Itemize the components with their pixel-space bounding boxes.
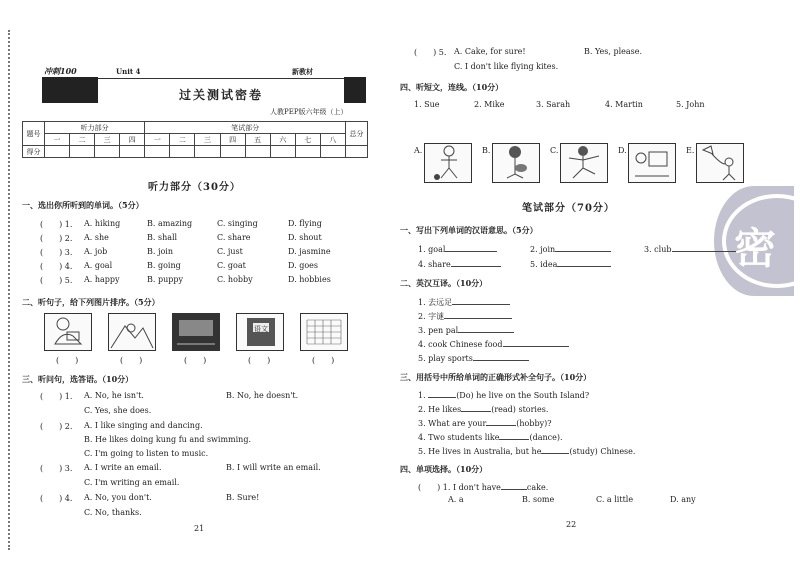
w4-q1 — [418, 481, 696, 504]
option-a: A. Cake, for sure! — [454, 47, 526, 56]
q2-answer-paren[interactable]: ( ) — [248, 356, 271, 365]
writing-section-title: 笔试部分（70分） — [522, 203, 615, 214]
q1-row — [40, 247, 331, 258]
option-c: C. No, thanks. — [84, 508, 142, 517]
q4-heading: 四、听短文，连线。（10分） — [400, 82, 504, 92]
w2-item — [418, 296, 510, 308]
q1-row — [40, 261, 318, 272]
q4-letter: A. — [414, 146, 423, 155]
w1-word: 1. goal — [418, 245, 446, 254]
option-c: C. I'm writing an email. — [84, 478, 180, 487]
q-num: 1. — [64, 220, 73, 229]
q3-heading: 三、听问句，选答语。（10分） — [22, 374, 134, 384]
option-a: A. she — [84, 233, 109, 242]
option-a: A. I write an email. — [84, 463, 162, 472]
answer-blank[interactable] — [541, 445, 569, 454]
score-write-num: 七 — [295, 134, 320, 146]
picture-computer[interactable] — [628, 143, 676, 183]
w4-stem: 1. I don't have — [442, 483, 501, 492]
option-c: C. hobby — [217, 275, 253, 284]
page-title: 过关测试密卷 — [178, 88, 263, 102]
w1-item — [418, 243, 497, 254]
q4-letter: E. — [686, 146, 695, 155]
answer-blank[interactable] — [461, 403, 491, 412]
series-label: 新教材 — [292, 67, 313, 76]
score-cell[interactable] — [195, 146, 220, 158]
book-cover-text: 语文 — [254, 325, 268, 333]
listening-section-title: 听力部分（30分） — [148, 182, 241, 193]
w3-item — [418, 403, 548, 414]
score-cell[interactable] — [270, 146, 295, 158]
picture-hiking — [108, 313, 156, 351]
w1-word: 3. club — [644, 245, 672, 254]
answer-paren[interactable]: ( ) — [40, 392, 63, 401]
score-cell[interactable] — [70, 146, 95, 158]
w3-heading: 三、用括号中所给单词的正确形式补全句子。（10分） — [400, 372, 592, 382]
w2-item — [418, 352, 529, 363]
w3-item — [418, 417, 552, 428]
score-col-qnum: 题号 — [23, 122, 45, 146]
brand: 冲刺100 — [44, 66, 77, 76]
answer-blank[interactable] — [499, 431, 529, 440]
w1-word: 5. idea — [530, 260, 558, 269]
option-b: B. join — [147, 247, 173, 256]
answer-blank[interactable] — [486, 417, 516, 426]
q2-answer-paren[interactable]: ( ) — [56, 356, 79, 365]
answer-paren[interactable]: ( ) — [40, 276, 63, 285]
w2-item — [418, 310, 512, 322]
q-num: 5. — [438, 48, 447, 57]
score-write-num: 一 — [145, 134, 170, 146]
answer-blank[interactable] — [555, 243, 611, 252]
q2-heading: 二、听句子，给下列图片排序。（5分） — [22, 297, 160, 307]
q1-row — [40, 233, 322, 244]
w2-prompt: 1. 去远足 — [418, 298, 453, 307]
q4-name[interactable]: 3. Sarah — [536, 100, 571, 109]
q4-name[interactable]: 1. Sue — [414, 100, 440, 109]
w2-heading: 二、英汉互译。（10分） — [400, 278, 488, 288]
score-cell[interactable] — [45, 146, 70, 158]
w1-heading: 一、写出下列单词的汉语意思。（5分） — [400, 225, 538, 235]
option-b: B. No, he doesn't. — [226, 391, 299, 400]
score-write-num: 五 — [245, 134, 270, 146]
answer-blank[interactable] — [452, 296, 510, 305]
picture-playing-guitar[interactable] — [492, 143, 540, 183]
title-bar-left — [42, 77, 98, 103]
w3-stem-end: (hobby)? — [516, 419, 552, 428]
option-c: C. share — [217, 233, 251, 242]
w1-word: 4. share — [418, 260, 451, 269]
picture-reading-girl — [44, 313, 92, 351]
picture-cinema — [172, 313, 220, 351]
binding-holes — [8, 30, 11, 550]
score-write-num: 二 — [170, 134, 195, 146]
title-bar-right — [344, 77, 366, 103]
score-listen-num: 一 — [45, 134, 70, 146]
option-a: A. No, he isn't. — [84, 391, 144, 400]
option-c: C. I don't like flying kites. — [454, 62, 559, 71]
answer-paren[interactable]: ( ) — [40, 494, 63, 503]
q4-name[interactable]: 2. Mike — [474, 100, 505, 109]
w4-heading: 四、单项选择。（10分） — [400, 464, 488, 474]
q-num: 1. — [64, 392, 73, 401]
score-col-listen: 听力部分 — [45, 122, 145, 134]
option-a: A. happy — [84, 275, 120, 284]
q-num: 4. — [64, 494, 73, 503]
w3-stem: 1. — [418, 391, 429, 400]
option-b: B. I will write an email. — [226, 463, 321, 472]
w3-item — [418, 445, 635, 456]
answer-paren[interactable]: ( ) — [40, 234, 63, 243]
answer-blank[interactable] — [473, 352, 529, 361]
w2-prompt: 2. 字谜 — [418, 312, 445, 321]
option-b: B. amazing — [147, 219, 193, 228]
w2-prompt: 5. play sports — [418, 354, 473, 363]
score-cell[interactable] — [245, 146, 270, 158]
option-c: C. a little — [596, 495, 634, 504]
answer-blank[interactable] — [445, 243, 497, 252]
answer-blank[interactable] — [444, 310, 512, 319]
q1-heading: 一、选出你所听到的单词。（5分） — [22, 200, 144, 210]
w1-item — [644, 243, 736, 254]
score-cell[interactable] — [170, 146, 195, 158]
option-b: B. He likes doing kung fu and swimming. — [84, 435, 251, 444]
answer-blank[interactable] — [672, 243, 736, 252]
title-rule — [98, 78, 344, 79]
q3-item — [40, 493, 260, 517]
q-num: 4. — [64, 262, 73, 271]
answer-blank[interactable] — [557, 258, 611, 267]
edition-label: 人教PEP版六年级（上） — [270, 108, 348, 116]
option-b: B. Sure! — [226, 493, 260, 502]
q4-letter: B. — [482, 146, 491, 155]
score-listen-num: 二 — [70, 134, 95, 146]
q4-letter: D. — [618, 146, 627, 155]
q2-answer-paren[interactable]: ( ) — [312, 356, 335, 365]
page-number-right: 22 — [566, 520, 577, 529]
score-write-num: 八 — [320, 134, 345, 146]
score-listen-num: 三 — [95, 134, 120, 146]
stamp-text: 密 — [734, 224, 777, 273]
answer-paren[interactable]: ( ) — [40, 262, 63, 271]
page-number-left: 21 — [194, 524, 205, 533]
option-d: D. any — [670, 495, 696, 504]
option-a: A. No, you don't. — [84, 493, 152, 502]
option-b: B. puppy — [147, 275, 183, 284]
q1-row — [40, 219, 322, 230]
q2-answer-paren[interactable]: ( ) — [120, 356, 143, 365]
option-d: D. shout — [288, 233, 322, 242]
w3-stem: 4. Two students like — [418, 433, 500, 442]
score-write-num: 四 — [220, 134, 245, 146]
confidential-stamp — [714, 186, 794, 296]
score-write-num: 六 — [270, 134, 295, 146]
option-a: A. goal — [84, 261, 113, 270]
option-c: C. I'm going to listen to music. — [84, 449, 209, 458]
w3-stem: 3. What are your — [418, 419, 487, 428]
option-d: D. flying — [288, 219, 322, 228]
option-a: A. job — [84, 247, 108, 256]
option-b: B. some — [522, 495, 555, 504]
option-b: B. Yes, please. — [584, 47, 643, 56]
w3-item — [418, 389, 589, 400]
option-b: B. shall — [147, 233, 178, 242]
score-cell[interactable] — [320, 146, 345, 158]
q4-letter: C. — [550, 146, 559, 155]
score-row-label: 得分 — [23, 146, 45, 158]
picture-kung-fu[interactable] — [560, 143, 608, 183]
w2-prompt: 4. cook Chinese food — [418, 340, 503, 349]
option-d: D. jasmine — [288, 247, 331, 256]
option-a: A. a — [448, 495, 464, 504]
w3-item — [418, 431, 563, 442]
score-write-num: 三 — [195, 134, 220, 146]
option-b: B. going — [147, 261, 181, 270]
score-cell[interactable] — [220, 146, 245, 158]
w2-item — [418, 338, 569, 349]
score-col-write: 笔试部分 — [145, 122, 346, 134]
answer-paren[interactable]: ( ) — [40, 220, 63, 229]
w1-item — [418, 258, 501, 269]
option-c: C. Yes, she does. — [84, 406, 152, 415]
answer-blank[interactable] — [458, 324, 514, 333]
picture-flying-kite[interactable] — [696, 143, 744, 183]
option-c: C. just — [217, 247, 243, 256]
answer-blank[interactable] — [428, 389, 456, 398]
answer-paren[interactable]: ( ) — [40, 248, 63, 257]
option-d: D. goes — [288, 261, 318, 270]
q3-item-5 — [414, 47, 643, 71]
q4-name[interactable]: 5. John — [676, 100, 705, 109]
w3-stem-end: (study) Chinese. — [569, 447, 636, 456]
w2-prompt: 3. pen pal — [418, 326, 459, 335]
score-cell[interactable] — [145, 146, 170, 158]
w1-item — [530, 243, 611, 254]
w3-stem: 2. He likes — [418, 405, 462, 414]
answer-blank — [501, 481, 527, 490]
score-cell[interactable] — [120, 146, 145, 158]
q1-row — [40, 275, 331, 286]
q3-item — [40, 391, 299, 415]
q3-item — [40, 421, 251, 458]
option-c: C. singing — [217, 219, 258, 228]
option-c: C. goat — [217, 261, 246, 270]
score-cell[interactable] — [295, 146, 320, 158]
picture-playing-football[interactable] — [424, 143, 472, 183]
unit-label: Unit 4 — [116, 67, 141, 76]
score-cell[interactable] — [346, 146, 368, 158]
q2-answer-paren[interactable]: ( ) — [184, 356, 207, 365]
option-a: A. hiking — [84, 219, 121, 228]
score-listen-num: 四 — [120, 134, 145, 146]
q-num: 2. — [64, 422, 73, 431]
w3-stem: 5. He lives in Australia, but he — [418, 447, 542, 456]
q-num: 3. — [64, 248, 73, 257]
w3-stem-end: (read) stories. — [491, 405, 549, 414]
q-num: 5. — [64, 276, 73, 285]
answer-paren[interactable]: ( ) — [414, 48, 437, 57]
answer-paren[interactable]: ( ) — [418, 483, 441, 492]
picture-chinese-book — [236, 313, 284, 351]
q4-name[interactable]: 4. Martin — [605, 100, 643, 109]
answer-blank[interactable] — [451, 258, 501, 267]
w3-stem-end: (Do) he live on the South Island? — [456, 391, 590, 400]
w3-stem-end: (dance). — [529, 433, 563, 442]
w4-stem-end: cake. — [526, 483, 549, 492]
option-a: A. I like singing and dancing. — [84, 421, 203, 430]
picture-word-puzzle — [300, 313, 348, 351]
answer-paren[interactable]: ( ) — [40, 422, 63, 431]
answer-paren[interactable]: ( ) — [40, 464, 63, 473]
score-table — [22, 121, 368, 158]
answer-blank[interactable] — [503, 338, 569, 347]
score-cell[interactable] — [95, 146, 120, 158]
w2-item — [418, 324, 514, 335]
q-num: 3. — [64, 464, 73, 473]
w1-word: 2. join — [530, 245, 556, 254]
q-num: 2. — [64, 234, 73, 243]
q3-item — [40, 463, 321, 487]
option-d: D. hobbies — [288, 275, 331, 284]
w1-item — [530, 258, 611, 269]
score-col-total: 总分 — [346, 122, 368, 146]
